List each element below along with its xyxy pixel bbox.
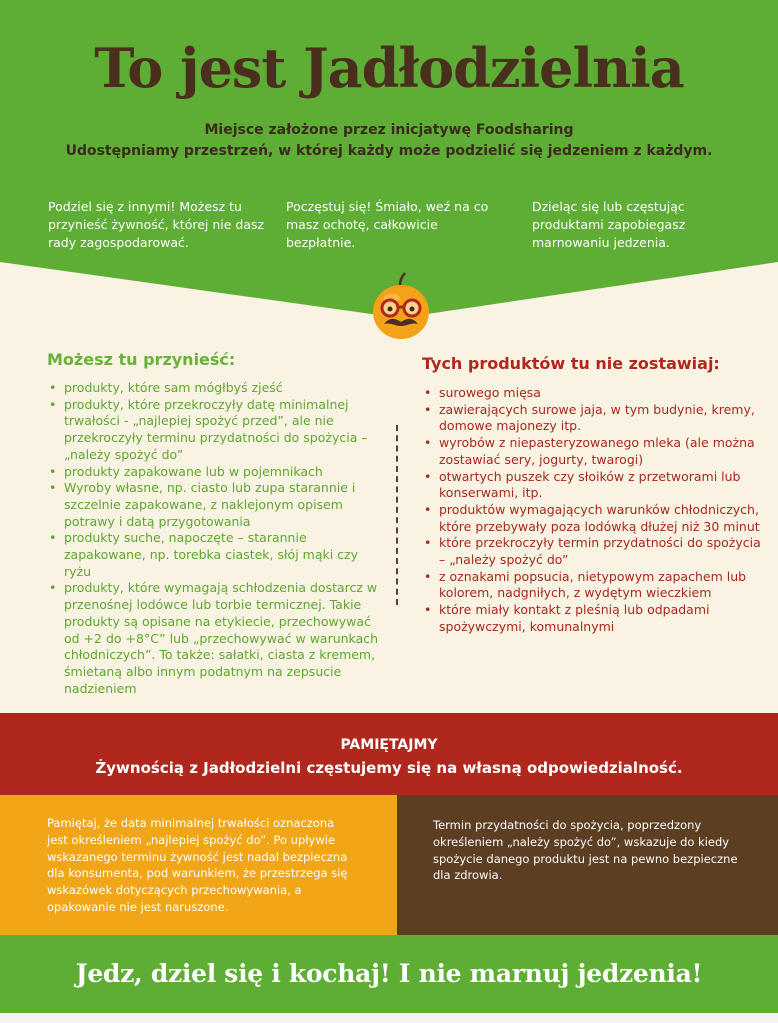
intro-waste: Dzieląc się lub częstując produktami zapobiegasz marnowaniu jedzenia. [532,199,686,250]
bring-item: • produkty, które przekroczyły datę minimalnej trwałości - „najlepiej spożyć przed”, ale nie przekroczyły terminu przydatności do spożycia – „należy spożyć do” [47,397,387,464]
dont-item: • wyrobów z niepasteryzowanego mleka (ale można zostawiać sery, jogurty, twarogi) [422,435,762,468]
dont-heading: Tych produktów tu nie zostawiaj: [422,354,720,373]
dont-item: • które miały kontakt z pleśnią lub odpadami spożywczymi, komunalnymi [422,602,762,635]
use-by-info: Termin przydatności do spożycia, poprzedzony określeniem „należy spożyć do”, wskazuje do kiedy spożycie danego produktu jest na pewno bezpieczne dla zdrowia. [397,795,778,935]
column-divider [396,425,398,605]
bring-list [47,380,387,697]
remember-title: PAMIĘTAJMY [340,737,438,753]
bottom-strip [0,1013,778,1023]
bring-item: • produkty, które sam mógłbyś zjeść [47,380,387,397]
dont-list [422,385,762,636]
subtitle-line-2: Udostępniamy przestrzeń, w której każdy może podzielić się jedzeniem z każdym. [65,143,713,159]
bring-item: • produkty zapakowane lub w pojemnikach [47,464,387,481]
bring-heading: Możesz tu przynieść: [47,350,236,369]
page-subtitle [0,120,778,162]
remember-text: Żywnością z Jadłodzielni częstujemy się na własną odpowiedzialność. [95,759,683,777]
dont-item: • które przekroczyły termin przydatności do spożycia – „należy spożyć do” [422,535,762,568]
bring-item: • produkty suche, napoczęte – starannie zapakowane, np. torebka ciastek, słój mąki czy ryżu [47,530,387,580]
remember-banner [0,713,778,795]
page-title: To jest Jadłodzielnia [94,36,684,100]
footer-slogan: Jedz, dziel się i kochaj! I nie marnuj jedzenia! [0,935,778,1013]
dont-item: • z oznakami popsucia, nietypowym zapachem lub kolorem, nadgniłych, z wydętym wieczkiem [422,569,762,602]
bring-item: • Wyroby własne, np. ciasto lub zupa starannie i szczelnie zapakowane, z naklejonym opisem potrawy i datą przygotowania [47,480,387,530]
subtitle-line-1: Miejsce założone przez inicjatywę Foodsharing [204,122,574,138]
dont-item: • produktów wymagających warunków chłodniczych, które przebywały poza lodówką dłużej niż 30 minut [422,502,762,535]
bring-item: • produkty, które wymagają schłodzenia dostarcz w przenośnej lodówce lub torbie termicznej. Takie produkty są opisane na etykiecie, przechowywać od +2 do +8°C” lub „przechowywać w warunkach chłodniczych”. To także: sałatki, ciasta z kremem, śmietaną albo innym podatnym na zepsucie nadzieniem [47,580,387,697]
dont-item: • surowego mięsa [422,385,762,402]
intro-take: Poczęstuj się! Śmiało, weź na co masz ochotę, całkowicie bezpłatnie. [286,199,489,250]
intro-share: Podziel się z innymi! Możesz tu przynieść żywność, której nie dasz rady zagospodarować. [48,199,265,250]
orange-mascot-icon [370,272,432,342]
dont-item: • zawierających surowe jaja, w tym budynie, kremy, domowe majonezy itp. [422,402,762,435]
best-before-info: Pamiętaj, że data minimalnej trwałości oznaczona jest określeniem „najlepiej spożyć do”. Po upływie wskazanego terminu żywność jest nadal bezpieczna dla konsumenta, pod warunkiem, że przestrzega się wskazówek dotyczących przechowywania, a opakowanie nie jest naruszone. [0,795,397,935]
dont-item: • otwartych puszek czy słoików z przetworami lub konserwami, itp. [422,469,762,502]
